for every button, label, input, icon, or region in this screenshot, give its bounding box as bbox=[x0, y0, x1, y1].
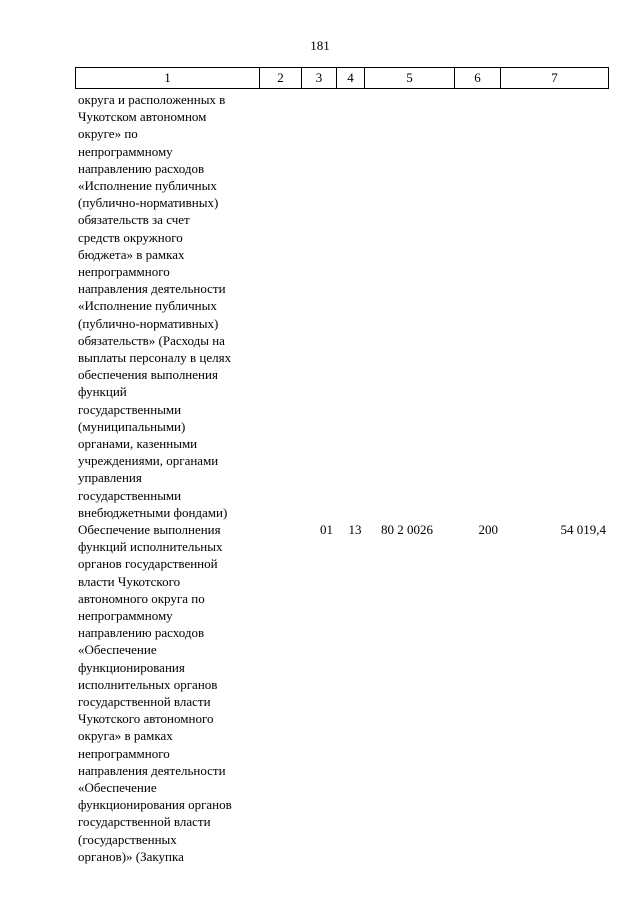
text-line: управления bbox=[78, 470, 142, 486]
table-header bbox=[75, 67, 609, 89]
text-line: Обеспечение выполнения bbox=[78, 522, 221, 537]
text-line: органов государственной bbox=[78, 556, 218, 572]
text-line: государственной власти bbox=[78, 694, 211, 710]
cell-col-5: 80 2 0026 bbox=[381, 522, 433, 537]
page-number: 181 bbox=[310, 38, 330, 53]
text-line: выплаты персоналу в целях bbox=[78, 350, 232, 366]
header-col-7: 7 bbox=[501, 68, 609, 89]
text-line: округе» по bbox=[78, 126, 138, 142]
text-line: государственными bbox=[78, 487, 182, 503]
text-line: функционирования органов bbox=[78, 797, 232, 813]
text-line: обеспечения выполнения bbox=[78, 367, 218, 383]
header-col-1: 1 bbox=[76, 68, 260, 89]
text-line: государственными bbox=[78, 401, 182, 417]
text-line: «Исполнение публичных bbox=[78, 178, 217, 194]
cell-col-3: 01 bbox=[320, 522, 333, 537]
text-line: средств окружного bbox=[78, 229, 183, 245]
text-line: органов)» (Закупка bbox=[78, 848, 184, 864]
cell-col-7: 54 019,4 bbox=[560, 522, 606, 537]
text-line: автономного округа по bbox=[78, 590, 205, 606]
text-line: округа» в рамках bbox=[78, 728, 173, 744]
cell-col-6: 200 bbox=[478, 522, 498, 537]
text-line: (государственных bbox=[78, 831, 177, 847]
text-line: функций bbox=[78, 384, 127, 400]
entry-description bbox=[78, 521, 263, 865]
cell-col-4: 13 bbox=[348, 522, 362, 537]
text-line: обязательств за счет bbox=[78, 212, 190, 228]
text-line: непрограммному bbox=[78, 143, 173, 159]
text-line: «Исполнение публичных bbox=[78, 298, 217, 314]
header-col-6: 6 bbox=[455, 68, 501, 89]
text-line: бюджета» в рамках bbox=[78, 246, 185, 262]
text-line: (муниципальными) bbox=[78, 418, 186, 434]
text-line: функций исполнительных bbox=[78, 539, 223, 555]
text-line: внебюджетными фондами) bbox=[78, 504, 228, 520]
header-col-3: 3 bbox=[302, 68, 337, 89]
text-line: округа и расположенных в bbox=[78, 92, 226, 107]
text-line: непрограммного bbox=[78, 745, 170, 761]
text-line: органами, казенными bbox=[78, 436, 198, 452]
text-line: непрограммного bbox=[78, 264, 170, 280]
continuation-description bbox=[78, 91, 263, 521]
text-line: «Обеспечение bbox=[78, 642, 157, 658]
text-line: направлению расходов bbox=[78, 625, 205, 641]
text-line: (публично-нормативных) bbox=[78, 315, 219, 331]
text-line: власти Чукотского bbox=[78, 573, 181, 589]
text-line: (публично-нормативных) bbox=[78, 195, 219, 211]
text-line: обязательств» (Расходы на bbox=[78, 332, 225, 348]
header-col-2: 2 bbox=[260, 68, 302, 89]
text-line: направлению расходов bbox=[78, 160, 205, 176]
text-line: направления деятельности bbox=[78, 762, 226, 778]
header-col-5: 5 bbox=[365, 68, 455, 89]
text-line: Чукотском автономном bbox=[78, 109, 207, 125]
text-line: Чукотского автономного bbox=[78, 711, 214, 727]
text-line: государственной власти bbox=[78, 814, 211, 830]
header-col-4: 4 bbox=[337, 68, 365, 89]
text-line: непрограммному bbox=[78, 608, 173, 624]
text-line: «Обеспечение bbox=[78, 780, 157, 796]
text-line: направления деятельности bbox=[78, 281, 226, 297]
text-line: функционирования bbox=[78, 659, 185, 675]
text-line: исполнительных органов bbox=[78, 676, 218, 692]
text-line: учреждениями, органами bbox=[78, 453, 219, 469]
